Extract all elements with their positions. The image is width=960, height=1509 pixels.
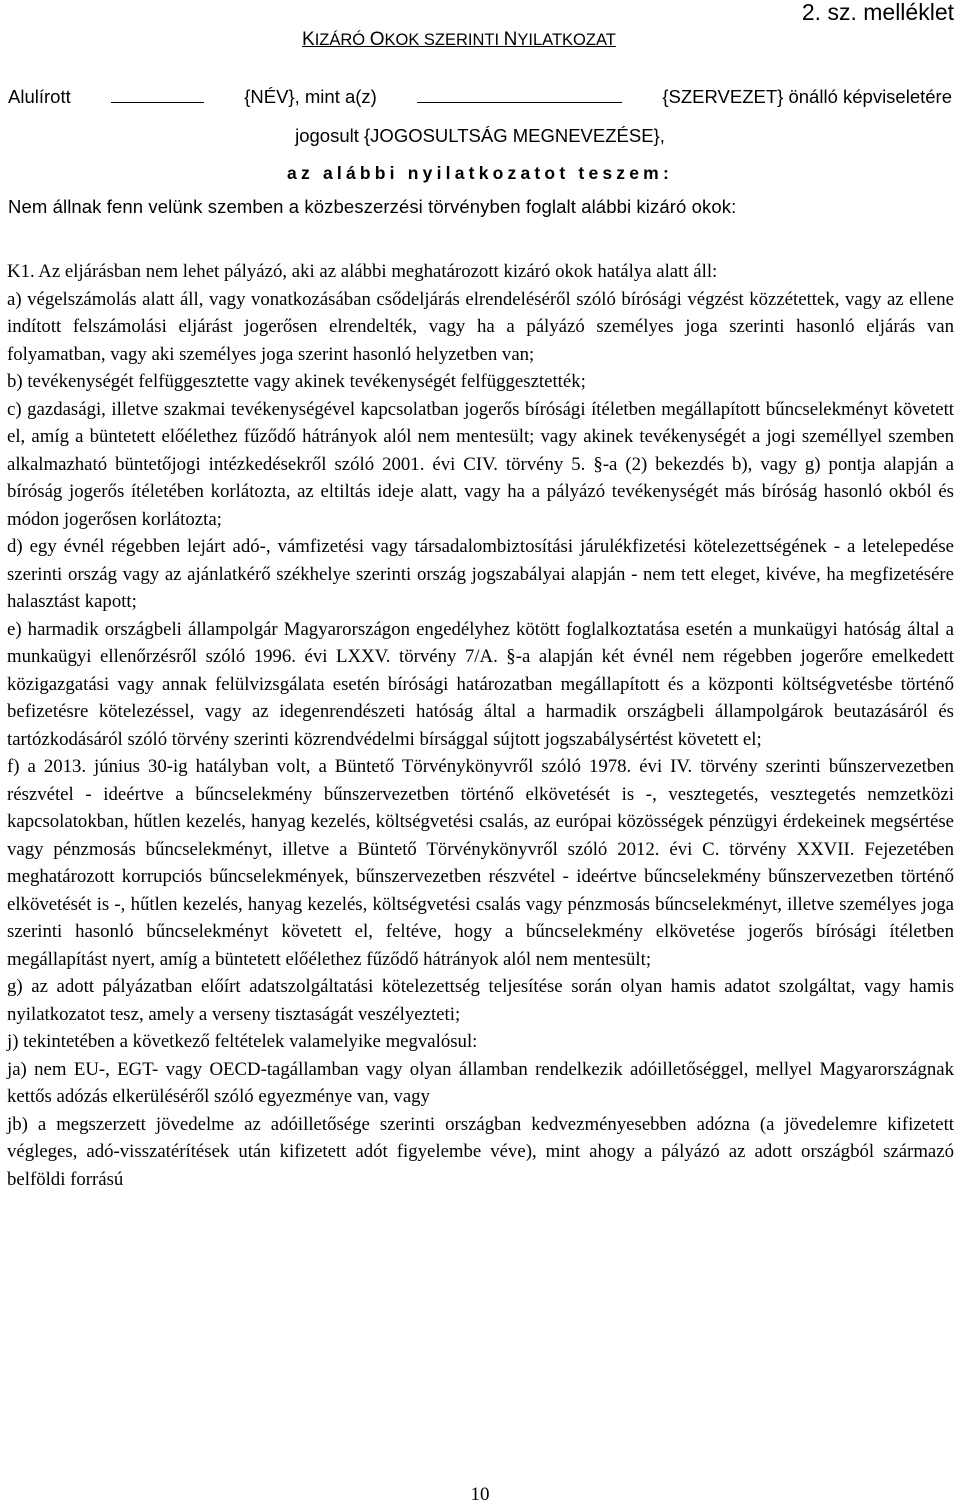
- paragraph-j: j) tekintetében a következő feltételek valamelyike megvalósul:: [7, 1031, 478, 1052]
- intro-line-1: [8, 86, 952, 108]
- title-rest-2: KOK SZERINTI: [384, 31, 504, 49]
- document-title: [302, 29, 616, 51]
- paragraph-ja: ja) nem EU-, EGT- vagy OECD-tagállamban vagy olyan államban rendelkezik adóilletőséggel, mellyel Magyarországnak kettős adózás elkerüléséről szóló egyezménye van, vagy: [7, 1058, 954, 1107]
- organization-blank-line: [417, 101, 622, 103]
- intro-line-2: jogosult {JOGOSULTSÁG MEGNEVEZÉSE},: [295, 125, 665, 146]
- paragraph-e: e) harmadik országbeli állampolgár Magyarországon engedélyhez kötött foglalkoztatása esetén a munkaügyi hatóság által a munkaügyi ellenőrzésről szóló 1996. évi LXXV. törvény 7/A. §-a alapján két évnél nem régebben jogerőre emelkedett közigazgatási vagy annak felülvizsgálata esetén bírósági határozatban megállapított és a központi költségvetésbe történő befizetésre kötelezéssel, vagy az idegenrendészeti hatóság által a harmadik országbeli állampolgárok beutazásáról és tartózkodásáról szóló törvény szerinti közrendvédelmi bírsággal sújtott jogszabálysértést követett el;: [7, 618, 954, 750]
- paragraph-d: d) egy évnél régebben lejárt adó-, vámfizetési vagy társadalombiztosítási járulékfizetési kötelezettségének - a letelepedése szerinti ország vagy az ajánlatkérő székhelye szerinti ország jogszabályai alapján - nem tett eleget, kivéve, ha megfizetésére halasztást kapott;: [7, 536, 954, 612]
- paragraph-c: c) gazdasági, illetve szakmai tevékenységével kapcsolatban jogerős bírósági ítéletben megállapított bűncselekményt követett el, amíg a büntetett előélethez fűződő hátrányok alól nem mentesült; vagy akinek tevékenységét a jogi személlyel szemben alkalmazható büntetőjogi intézkedésekről szóló 2001. évi CIV. törvény 5. §-a (2) bekezdés b), vagy g) pontja alapján a bíróság jogerős ítéletében korlátozta, az eltiltás ideje alatt, vagy ha a pályázó tevékenységét más bíróság hasonló okból és módon jogerősen korlátozta;: [7, 398, 954, 530]
- paragraph-g: g) az adott pályázatban előírt adatszolgáltatási kötelezettség teljesítése során olyan hamis adatot szolgáltat, vagy hamis nyilatkozatot tesz, amely a verseny tisztaságát veszélyezteti;: [7, 976, 954, 1025]
- title-initial-2: O: [369, 29, 385, 50]
- title-rest-1: IZÁRÓ: [314, 31, 370, 49]
- title-initial-1: K: [302, 29, 315, 50]
- title-initial-3: N: [503, 29, 518, 50]
- name-blank-line: [111, 101, 204, 103]
- exclusion-grounds-body: [7, 258, 954, 1193]
- paragraph-jb: jb) a megszerzett jövedelme az adóilletősége szerinti országban kedvezményesebben adózna (a jövedelemre kifizetett végleges, adó-visszatérítések után kifizetett adót figyelembe véve), mint ahogy a pályázó az adott országból származó belföldi forrású: [7, 1113, 954, 1190]
- annex-label: 2. sz. melléklet: [801, 0, 954, 25]
- intro-name-placeholder: {NÉV}, mint a(z): [244, 86, 377, 107]
- page-number: 10: [470, 1484, 490, 1505]
- intro-organization-placeholder: {SZERVEZET} önálló képviseletére: [662, 86, 952, 107]
- paragraph-k1: K1. Az eljárásban nem lehet pályázó, aki az alábbi meghatározott kizáró okok hatálya alatt áll:: [7, 261, 718, 282]
- title-rest-3: YILATKOZAT: [517, 31, 616, 49]
- paragraph-f: f) a 2013. június 30-ig hatályban volt, a Büntető Törvénykönyvről szóló 1978. évi IV. törvény szerinti bűnszervezetben részvétel - ideértve a bűncselekmény bűnszervezetben történő elkövetését is -, vesztegetés, vesztegetés nemzetközi kapcsolatokban, hűtlen kezelés, hanyag kezelés, költségvetési csalás, az európai közösségek pénzügyi érdekeinek megsértése vagy pénzmosás bűncselekményt, illetve a Büntető Törvénykönyvről szóló 2012. évi C. törvény XXVII. Fejezetében meghatározott korrupciós bűncselekmények, bűnszervezetben részvétel - ideértve bűncselekmény bűnszervezetben történő elkövetését is -, hűtlen kezelés, hanyag kezelés, költségvetési csalás vagy pénzmosás bűncselekményt, illetve személyes joga szerinti hasonló bűncselekményt követett el, feltéve, hogy a bűncselekmény elkövetése jogerős bírósági ítéletben megállapítást nyert, amíg a büntetett előélethez fűződő hátrányok alól nem mentesült;: [7, 756, 954, 970]
- paragraph-b: b) tevékenységét felfüggesztette vagy akinek tevékenységét felfüggesztették;: [7, 371, 586, 392]
- intro-undersigned: Alulírott: [8, 86, 71, 107]
- declaration-heading: az alábbi nyilatkozatot teszem:: [287, 163, 673, 183]
- paragraph-a: a) végelszámolás alatt áll, vagy vonatkozásában csődeljárás elrendeléséről szóló bírósági végzést közzétettek, vagy az ellene indított felszámolási eljárást jogerősen elrendelték, vagy ha a pályázó személyes joga szerinti hasonló eljárás van folyamatban, vagy aki személyes joga szerint hasonló helyzetben van;: [7, 288, 954, 365]
- intro-line-3: Nem állnak fenn velünk szemben a közbeszerzési törvényben foglalt alábbi kizáró okok:: [8, 196, 737, 217]
